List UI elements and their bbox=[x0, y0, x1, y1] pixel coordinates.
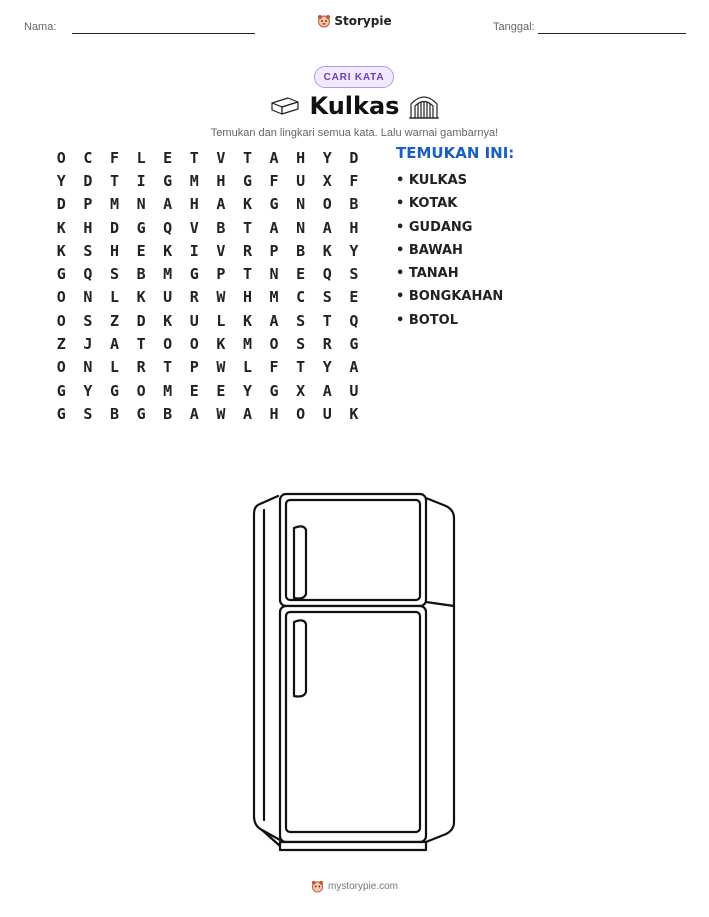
grid-cell: T bbox=[322, 311, 332, 330]
grid-cell: T bbox=[242, 148, 252, 167]
grid-cell: C bbox=[296, 288, 306, 307]
grid-cell: O bbox=[56, 148, 66, 167]
grid-cell: G bbox=[242, 171, 252, 190]
grid-cell: N bbox=[83, 358, 93, 377]
instructions: Temukan dan lingkari semua kata. Lalu warnai gambarnya! bbox=[210, 127, 499, 139]
grid-cell: G bbox=[136, 404, 146, 423]
name-label: Nama: bbox=[24, 21, 57, 33]
grid-cell: P bbox=[216, 265, 226, 284]
grid-cell: U bbox=[349, 381, 359, 400]
grid-cell: E bbox=[163, 148, 173, 167]
word-list-title: TEMUKAN INI: bbox=[396, 144, 515, 162]
grid-cell: A bbox=[269, 218, 279, 237]
grid-cell: H bbox=[83, 218, 93, 237]
grid-cell: K bbox=[322, 241, 332, 260]
grid-cell: M bbox=[109, 195, 119, 214]
grid-cell: G bbox=[56, 404, 66, 423]
grid-cell: P bbox=[83, 195, 93, 214]
grid-cell: P bbox=[189, 358, 199, 377]
grid-cell: G bbox=[269, 195, 279, 214]
grid-cell: A bbox=[216, 195, 226, 214]
word-search-grid bbox=[48, 146, 367, 426]
grid-cell: I bbox=[136, 171, 146, 190]
grid-cell: O bbox=[269, 335, 279, 354]
grid-cell: B bbox=[216, 218, 226, 237]
grid-cell: F bbox=[269, 358, 279, 377]
brand-name: Storypie bbox=[334, 14, 392, 28]
grid-cell: D bbox=[109, 218, 119, 237]
grid-cell: U bbox=[296, 171, 306, 190]
grid-cell: Q bbox=[349, 311, 359, 330]
date-label: Tanggal: bbox=[493, 21, 535, 33]
grid-cell: Z bbox=[109, 311, 119, 330]
grid-cell: X bbox=[322, 171, 332, 190]
grid-cell: G bbox=[56, 381, 66, 400]
fridge-illustration bbox=[250, 490, 460, 852]
word-list-item: • BAWAH bbox=[396, 241, 503, 264]
grid-cell: N bbox=[269, 265, 279, 284]
grid-cell: B bbox=[349, 195, 359, 214]
grid-cell: K bbox=[163, 241, 173, 260]
grid-cell: I bbox=[189, 241, 199, 260]
grid-cell: O bbox=[136, 381, 146, 400]
grid-cell: R bbox=[322, 335, 332, 354]
grid-cell: R bbox=[136, 358, 146, 377]
grid-cell: K bbox=[56, 218, 66, 237]
grid-cell: D bbox=[136, 311, 146, 330]
grid-cell: N bbox=[83, 288, 93, 307]
grid-cell: S bbox=[349, 265, 359, 284]
grid-cell: S bbox=[109, 265, 119, 284]
storypie-footer-logo-icon bbox=[311, 880, 324, 893]
grid-cell: M bbox=[189, 171, 199, 190]
grid-cell: Y bbox=[322, 148, 332, 167]
grid-cell: V bbox=[189, 218, 199, 237]
activity-badge: CARI KATA bbox=[314, 66, 394, 88]
date-line bbox=[538, 33, 686, 34]
storypie-logo-icon bbox=[317, 14, 331, 28]
grid-cell: T bbox=[242, 265, 252, 284]
brand bbox=[0, 14, 709, 33]
garage-icon bbox=[408, 92, 440, 120]
grid-cell: A bbox=[109, 335, 119, 354]
grid-cell: H bbox=[242, 288, 252, 307]
grid-cell: G bbox=[109, 381, 119, 400]
grid-cell: F bbox=[269, 171, 279, 190]
grid-cell: D bbox=[83, 171, 93, 190]
grid-cell: K bbox=[349, 404, 359, 423]
grid-cell: M bbox=[163, 381, 173, 400]
grid-cell: N bbox=[296, 218, 306, 237]
grid-cell: H bbox=[349, 218, 359, 237]
grid-cell: Y bbox=[83, 381, 93, 400]
word-list-item: • KULKAS bbox=[396, 171, 503, 194]
grid-cell: A bbox=[349, 358, 359, 377]
grid-cell: S bbox=[296, 311, 306, 330]
grid-cell: M bbox=[242, 335, 252, 354]
word-list-item: • GUDANG bbox=[396, 218, 503, 241]
grid-cell: A bbox=[242, 404, 252, 423]
grid-cell: L bbox=[109, 358, 119, 377]
grid-cell: D bbox=[56, 195, 66, 214]
grid-cell: T bbox=[109, 171, 119, 190]
grid-cell: O bbox=[322, 195, 332, 214]
grid-cell: U bbox=[189, 311, 199, 330]
grid-cell: O bbox=[189, 335, 199, 354]
grid-cell: W bbox=[216, 404, 226, 423]
grid-cell: K bbox=[242, 195, 252, 214]
grid-cell: K bbox=[136, 288, 146, 307]
word-list-item: • BONGKAHAN bbox=[396, 287, 503, 310]
grid-cell: S bbox=[83, 241, 93, 260]
grid-cell: T bbox=[136, 335, 146, 354]
grid-cell: K bbox=[242, 311, 252, 330]
grid-cell: L bbox=[136, 148, 146, 167]
grid-cell: H bbox=[189, 195, 199, 214]
grid-cell: E bbox=[216, 381, 226, 400]
name-line bbox=[72, 33, 255, 34]
grid-cell: V bbox=[216, 241, 226, 260]
grid-cell: K bbox=[163, 311, 173, 330]
grid-cell: A bbox=[163, 195, 173, 214]
grid-cell: Y bbox=[349, 241, 359, 260]
grid-cell: T bbox=[242, 218, 252, 237]
grid-cell: Q bbox=[322, 265, 332, 284]
grid-cell: Y bbox=[242, 381, 252, 400]
word-list-item: • TANAH bbox=[396, 264, 503, 287]
grid-cell: G bbox=[136, 218, 146, 237]
word-list-item: • KOTAK bbox=[396, 194, 503, 217]
word-list bbox=[396, 171, 503, 334]
grid-cell: M bbox=[269, 288, 279, 307]
grid-cell: G bbox=[349, 335, 359, 354]
grid-cell: V bbox=[216, 148, 226, 167]
grid-cell: A bbox=[189, 404, 199, 423]
grid-cell: B bbox=[136, 265, 146, 284]
grid-cell: M bbox=[163, 265, 173, 284]
grid-cell: B bbox=[296, 241, 306, 260]
grid-cell: L bbox=[242, 358, 252, 377]
grid-cell: Y bbox=[322, 358, 332, 377]
grid-cell: O bbox=[296, 404, 306, 423]
grid-cell: T bbox=[189, 148, 199, 167]
grid-cell: S bbox=[83, 311, 93, 330]
grid-cell: J bbox=[83, 335, 93, 354]
grid-cell: E bbox=[296, 265, 306, 284]
grid-cell: Q bbox=[83, 265, 93, 284]
page-title: Kulkas bbox=[309, 92, 400, 120]
grid-cell: W bbox=[216, 288, 226, 307]
grid-cell: O bbox=[163, 335, 173, 354]
grid-cell: G bbox=[56, 265, 66, 284]
grid-cell: T bbox=[163, 358, 173, 377]
footer bbox=[0, 880, 709, 896]
grid-cell: Z bbox=[56, 335, 66, 354]
grid-cell: W bbox=[216, 358, 226, 377]
grid-cell: N bbox=[296, 195, 306, 214]
grid-cell: O bbox=[56, 288, 66, 307]
footer-url: mystorypie.com bbox=[327, 881, 398, 892]
grid-cell: A bbox=[322, 381, 332, 400]
grid-cell: Y bbox=[56, 171, 66, 190]
grid-cell: G bbox=[189, 265, 199, 284]
grid-cell: C bbox=[83, 148, 93, 167]
grid-cell: R bbox=[189, 288, 199, 307]
grid-cell: R bbox=[242, 241, 252, 260]
grid-cell: P bbox=[269, 241, 279, 260]
word-list-item: • BOTOL bbox=[396, 311, 503, 334]
grid-cell: O bbox=[56, 311, 66, 330]
grid-cell: O bbox=[56, 358, 66, 377]
grid-cell: S bbox=[296, 335, 306, 354]
grid-cell: E bbox=[189, 381, 199, 400]
grid-cell: K bbox=[56, 241, 66, 260]
grid-cell: S bbox=[83, 404, 93, 423]
grid-cell: H bbox=[109, 241, 119, 260]
grid-cell: S bbox=[322, 288, 332, 307]
grid-cell: H bbox=[269, 404, 279, 423]
grid-cell: L bbox=[109, 288, 119, 307]
grid-cell: T bbox=[296, 358, 306, 377]
grid-cell: E bbox=[349, 288, 359, 307]
grid-cell: B bbox=[109, 404, 119, 423]
grid-cell: Q bbox=[163, 218, 173, 237]
grid-cell: D bbox=[349, 148, 359, 167]
grid-cell: B bbox=[163, 404, 173, 423]
grid-cell: H bbox=[216, 171, 226, 190]
grid-cell: E bbox=[136, 241, 146, 260]
grid-cell: A bbox=[269, 311, 279, 330]
grid-cell: U bbox=[163, 288, 173, 307]
grid-cell: U bbox=[322, 404, 332, 423]
grid-cell: K bbox=[216, 335, 226, 354]
grid-cell: F bbox=[349, 171, 359, 190]
grid-cell: G bbox=[163, 171, 173, 190]
grid-cell: X bbox=[296, 381, 306, 400]
grid-cell: A bbox=[269, 148, 279, 167]
grid-cell: L bbox=[216, 311, 226, 330]
grid-cell: G bbox=[269, 381, 279, 400]
grid-cell: H bbox=[296, 148, 306, 167]
grid-cell: N bbox=[136, 195, 146, 214]
grid-cell: F bbox=[109, 148, 119, 167]
grid-cell: A bbox=[322, 218, 332, 237]
